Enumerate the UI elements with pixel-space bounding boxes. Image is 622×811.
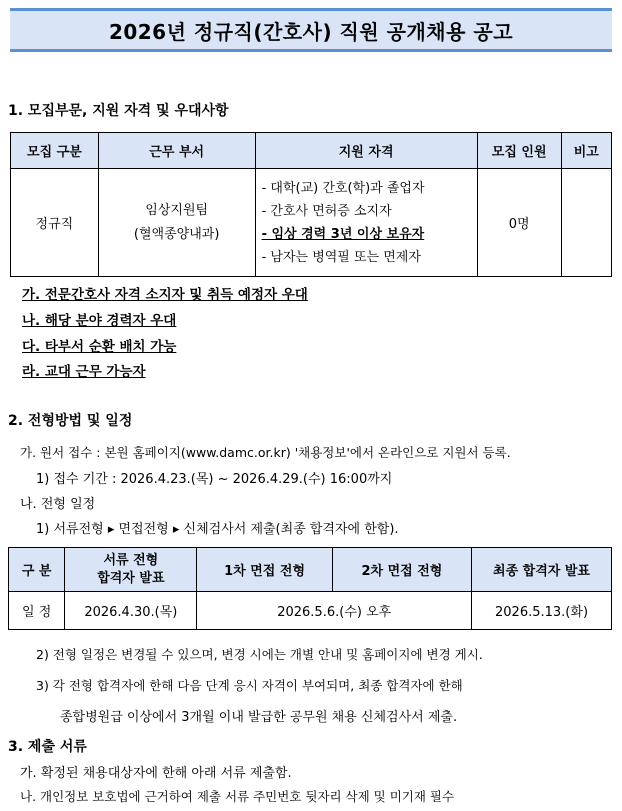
schedule-note-3: 3) 각 전형 합격자에 한해 다음 단계 응시 자격이 부여되며, 최종 합격자에 한해 [36,678,463,693]
header-note: 비고 [561,133,611,169]
section3-heading: 3. 제출 서류 [8,739,87,755]
schedule-note-2: 2) 전형 일정은 변경될 수 있으며, 변경 시에는 개별 안내 및 홈페이지에 변경 게시. [36,647,483,662]
schedule-table [8,547,612,630]
page-title: 2026년 정규직(간호사) 직원 공개채용 공고 [10,8,612,52]
department-name: 임상지원팀 [145,202,209,218]
department-cell [98,169,255,277]
document-result-date: 2026.4.30.(목) [65,592,197,630]
header-interview2: 2차 면접 전형 [332,548,471,592]
recruitment-table [10,132,612,277]
preference-item: 라. 교대 근무 가능자 [22,364,146,380]
preference-item: 다. 타부서 순환 배치 가능 [22,339,177,355]
requirement-item: - 대학(교) 간호(학)과 졸업자 [261,180,425,196]
final-result-date: 2026.5.13.(화) [472,592,612,630]
department-sub: (혈액종양내과) [133,226,220,242]
header-department: 근무 부서 [98,133,255,169]
note-cell [561,169,611,277]
application-text: 가. 원서 접수 : 본원 홈페이지(www.damc.or.kr) '채용정보'에서 온라인으로 지원서 등록. [20,445,511,460]
header-category: 모집 구분 [11,133,99,169]
period-text: 1) 접수 기간 : 2026.4.23.(목) ~ 2026.4.29.(수) 16:00까지 [36,472,393,487]
qualifications-cell [255,169,477,277]
header-count: 모집 인원 [477,133,561,169]
requirement-item: - 간호사 면허증 소지자 [261,203,392,219]
category-cell: 정규직 [11,169,99,277]
schedule-note-3-cont: 종합병원급 이상에서 3개월 이내 발급한 공무원 채용 신체검사서 제출. [60,710,458,725]
header-document-result: 서류 전형 합격자 발표 [65,548,197,592]
documents-item-2: 나. 개인정보 보호법에 근거하여 제출 서류 주민번호 뒷자리 삭제 및 미기재 필수 [20,789,455,804]
schedule-row-label: 일 정 [9,592,65,630]
process-text: 1) 서류전형 ▸ 면접전형 ▸ 신체검사서 제출(최종 합격자에 한함). [36,522,399,537]
section1-heading: 1. 모집부문, 지원 자격 및 우대사항 [8,103,229,119]
header-final-result: 최종 합격자 발표 [472,548,612,592]
schedule-heading: 나. 전형 일정 [20,497,96,512]
preference-item: 나. 해당 분야 경력자 우대 [22,313,177,329]
section2-heading: 2. 전형방법 및 일정 [8,413,133,429]
interview-date: 2026.5.6.(수) 오후 [197,592,472,630]
requirement-item-highlight: - 임상 경력 3년 이상 보유자 [261,226,425,242]
preference-item: 가. 전문간호사 자격 소지자 및 취득 예정자 우대 [22,287,308,303]
requirement-item: - 남자는 병역필 또는 면제자 [261,249,421,265]
header-division: 구 분 [9,548,65,592]
count-cell: 0명 [477,169,561,277]
documents-item-1: 가. 확정된 채용대상자에 한해 아래 서류 제출함. [20,766,292,781]
header-interview1: 1차 면접 전형 [197,548,332,592]
header-qualifications: 지원 자격 [255,133,477,169]
